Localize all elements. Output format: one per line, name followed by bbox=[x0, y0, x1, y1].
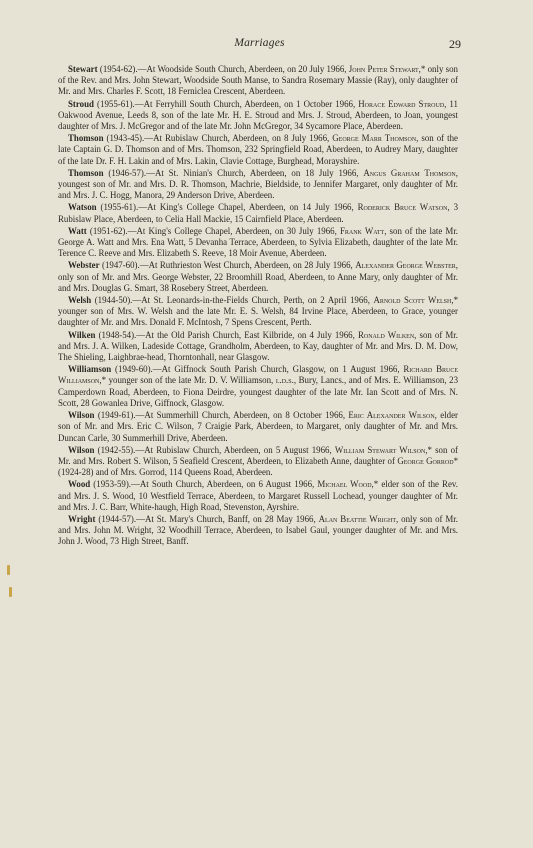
entry-full-name: Angus Graham Thomson, bbox=[363, 167, 458, 178]
entry-text: son of Mr. and Mrs. J. A. Wilken, Ladeside Cottage, Grandholm, Aberdeen, to Kay, daughter of Mr. and Mrs. D. M. Dow, The Shieling, Laighbrae-head, Thorntonhall, near Glasgow. bbox=[58, 329, 458, 363]
entry-surname: Wright bbox=[68, 513, 96, 524]
entry-text: * (1924-28) and of Mrs. Gorrod, 114 Queens Road, Aberdeen. bbox=[58, 455, 458, 478]
entry-surname: Webster bbox=[68, 260, 100, 271]
entry-text: son of the late Mr. George A. Watt and Mrs. Ena Watt, 5 Devanha Terrace, Aberdeen, to Sylvia Elizabeth, daughter of the late Mr. Terence C. Reeve and Mrs. Elizabeth S. Reeve, 18 Moir Avenue, Aberdeen. bbox=[58, 225, 459, 259]
entry-surname: Wilken bbox=[68, 329, 96, 340]
marriage-entry bbox=[58, 260, 458, 294]
entry-surname: Watt bbox=[68, 225, 87, 236]
entry-text: (1953-59).—At South Church, Aberdeen, on 6 August 1966, bbox=[90, 479, 318, 490]
entry-text: son of the late Captain G. D. Thomson and of Mrs. Thomson, 232 Springfield Road, Aberdeen, to Audrey Mary, daughter of the late Dr. F. H. Lakin and of Mrs. Lakin, Clavie Cottage, Burghead, Morayshire. bbox=[58, 133, 458, 166]
marriage-entry bbox=[58, 226, 458, 260]
entry-text: * younger son of Mrs. W. Welsh and the late Mr. E. S. Welsh, 84 Irvine Place, Aberdeen, to Grace, younger daughter of Mr. and Mrs. Donald F. McIntosh, 7 Spens Crescent, Perth. bbox=[58, 295, 458, 328]
entry-full-name: Richard Bruce Williamson, bbox=[58, 364, 458, 386]
entry-text: (1949-61).—At Summerhill Church, Aberdeen, on 8 October 1966, bbox=[94, 410, 349, 421]
entry-text: * only son of the Rev. and Mrs. John Stewart, Woodside South Manse, to Sandra Rosemary Massie (Ray), only daughter of Mr. and Mrs. Charles F. Scott, 18 Ferniclea Crescent, Aberdeen. bbox=[58, 64, 458, 97]
entry-text: * younger son of the late Mr. D. V. Williamson, bbox=[101, 375, 276, 386]
entry-full-name: l.d.s., bbox=[275, 375, 297, 386]
entry-text: (1944-57).—At St. Mary's Church, Banff, on 28 May 1966, bbox=[95, 513, 319, 524]
marriage-entry bbox=[58, 99, 458, 133]
entry-text: (1955-61).—At King's College Chapel, Aberdeen, on 14 July 1966, bbox=[96, 202, 358, 213]
entry-full-name: Alan Beattie Wright, bbox=[318, 513, 399, 524]
marriage-entry bbox=[58, 330, 458, 364]
marriage-entry bbox=[58, 202, 458, 224]
marriage-entry bbox=[58, 445, 458, 479]
entry-text: (1944-50).—At St. Leonards-in-the-Fields Church, Perth, on 2 April 1966, bbox=[91, 295, 374, 306]
margin-mark bbox=[9, 587, 12, 597]
marriage-entry bbox=[58, 64, 458, 98]
entry-text: elder son of Mr. and Mrs. Eric C. Wilson, 7 Craigie Park, Aberdeen, to Margaret, only daughter of Mr. and Mrs. Duncan Carle, 30 Summerhill Drive, Aberdeen. bbox=[58, 410, 458, 443]
entry-text: (1948-54).—At the Old Parish Church, East Kilbride, on 4 July 1966, bbox=[95, 329, 358, 340]
entry-surname: Williamson bbox=[68, 364, 112, 375]
entry-text: Bury, Lancs., and of Mrs. E. Williamson, 23 Camperdown Road, Aberdeen, to Fiona Deirdre, youngest daughter of the late Mr. Ian Scott and of Mrs. N. Scott, 28 Gowanlea Drive, Giffnock, Glasgow. bbox=[58, 375, 459, 408]
entry-full-name: Ronald Wilken, bbox=[357, 329, 417, 340]
page-number: 29 bbox=[449, 37, 461, 51]
entry-text: (1951-62).—At King's College Chapel, Aberdeen, on 30 July 1966, bbox=[86, 225, 340, 236]
entry-surname: Wilson bbox=[68, 410, 95, 421]
marriage-entry bbox=[58, 295, 458, 329]
marriage-entry bbox=[58, 514, 458, 548]
entry-full-name: Alexander George Webster, bbox=[355, 260, 458, 271]
entry-text: (1942-55).—At Rubislaw Church, Aberdeen, on 5 August 1966, bbox=[94, 444, 335, 455]
marriage-entry bbox=[58, 479, 458, 513]
entry-text: only son of Mr. and Mrs. John M. Wright, 32 Woodhill Terrace, Aberdeen, to Isabel Gaul, younger daughter of Mr. and Mrs. John J. Wood, 73 High Street, Banff. bbox=[58, 513, 458, 547]
entry-surname: Wilson bbox=[68, 444, 95, 455]
marriage-entry bbox=[58, 364, 458, 409]
entry-text: (1949-60).—At Giffnock South Parish Church, Glasgow, on 1 August 1966, bbox=[111, 364, 404, 375]
marriage-entry bbox=[58, 133, 458, 167]
entry-surname: Stewart bbox=[68, 64, 98, 74]
entry-text: (1946-57).—At St. Ninian's Church, Aberdeen, on 18 July 1966, bbox=[103, 167, 364, 178]
entry-text: only son of Mr. and Mrs. George Webster, 22 Broomhill Road, Aberdeen, to Anne Mary, only daughter of Mr. and Mrs. Douglas G. Smart, 38 Rosebery Street, Aberdeen. bbox=[58, 271, 458, 293]
entry-text: (1943-45).—At Rubislaw Church, Aberdeen, on 8 July 1966, bbox=[103, 133, 333, 144]
running-title: Marriages bbox=[234, 37, 285, 49]
page-header bbox=[58, 37, 461, 53]
entry-text: 3 Rubislaw Place, Aberdeen, to Celia Hall Mackie, 15 Cairnfield Place, Aberdeen. bbox=[58, 202, 459, 224]
entry-full-name: Frank Watt, bbox=[339, 225, 387, 236]
entry-text: * elder son of the Rev. and Mrs. J. S. Wood, 10 Westfield Terrace, Aberdeen, to Margaret Russell Lochead, younger daughter of Mr. and Mrs. J. C. Barr, White-haugh, High Road, Stevenston, Ayrshire. bbox=[58, 479, 458, 512]
entry-surname: Thomson bbox=[68, 167, 104, 178]
entry-surname: Watson bbox=[68, 202, 97, 213]
entry-surname: Thomson bbox=[68, 133, 104, 144]
entry-full-name: George Marr Thomson, bbox=[332, 133, 419, 144]
entry-full-name: Eric Alexander Wilson, bbox=[348, 410, 437, 421]
entry-text: * son of Mr. and Mrs. Robert S. Wilson, 5 Seafield Crescent, Aberdeen, to Elizabeth Anne, daughter of bbox=[58, 444, 458, 466]
entry-text: 11 Oakwood Avenue, Leeds 8, son of the late Mr. H. E. Stroud and Mrs. J. Stroud, Aberdeen, to Joan, youngest daughter of Mrs. J. McGregor and of the late Mr. John McGregor, 34 Sycamore Place, Aberdeen. bbox=[58, 98, 458, 132]
entry-surname: Welsh bbox=[68, 295, 92, 306]
entry-text: (1955-61).—At Ferryhill South Church, Aberdeen, on 1 October 1966, bbox=[93, 98, 359, 109]
entry-text: youngest son of Mr. and Mrs. D. R. Thomson, Machrie, Bieldside, to Jennifer Margaret, only daughter of Mr. and Mrs. J. C. Hogg, Manora, 29 Anderson Drive, Aberdeen. bbox=[58, 179, 458, 201]
margin-mark bbox=[7, 565, 10, 575]
entry-full-name: George Gorrod bbox=[397, 455, 454, 466]
entry-surname: Wood bbox=[68, 479, 91, 490]
marriage-entry bbox=[58, 410, 458, 444]
entry-full-name: Michael Wood, bbox=[317, 479, 374, 490]
entry-full-name: Roderick Bruce Watson, bbox=[357, 202, 450, 213]
marriage-entries bbox=[58, 64, 458, 549]
entry-text: (1947-60).—At Ruthrieston West Church, Aberdeen, on 28 July 1966, bbox=[99, 260, 356, 271]
entry-full-name: Horace Edward Stroud, bbox=[358, 98, 447, 109]
entry-full-name: John Peter Stewart, bbox=[348, 64, 421, 74]
entry-full-name: William Stewart Wilson, bbox=[334, 444, 428, 455]
marriage-entry bbox=[58, 168, 458, 202]
entry-surname: Stroud bbox=[68, 98, 94, 109]
entry-text: (1954-62).—At Woodside South Church, Aberdeen, on 20 July 1966, bbox=[97, 64, 349, 74]
entry-full-name: Arnold Scott Welsh, bbox=[373, 295, 454, 306]
